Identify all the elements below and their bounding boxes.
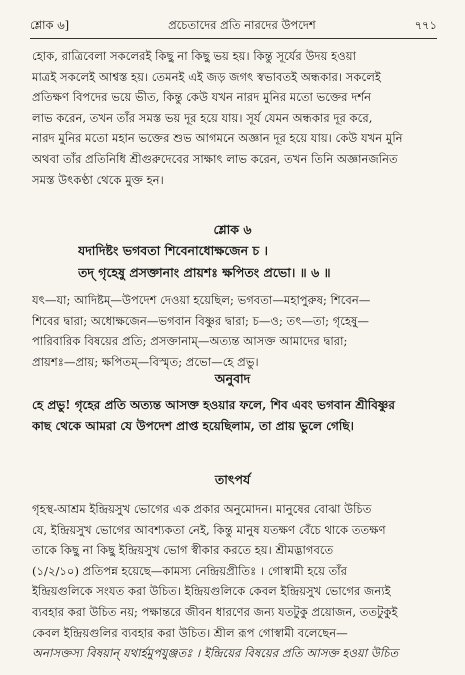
header-verse-ref: শ্লোক ৬]: [30, 18, 70, 32]
running-header: [30, 17, 437, 35]
sanskrit-verse: [78, 240, 429, 284]
translation: [32, 395, 437, 437]
purport-line: তাকে কিছু না কিছু ইন্দ্রিয়সুখ ভোগ স্বীকার করতে হয়। শ্রীমদ্ভাগবতে: [32, 543, 334, 558]
purport-line: ব্যবহার করা উচিত নয়; পক্ষান্তরে জীবন ধারণের জন্য যতটুকু প্রয়োজন, ততটুকুই: [32, 604, 398, 619]
synonyms-line: পারিবারিক বিষয়ের প্রতি; প্রসক্তানাম্—অত্যন্ত আসক্ত আমাদের দ্বারা;: [32, 334, 348, 349]
synonyms-line: শিবের দ্বারা; অধোক্ষজেন—ভগবান বিষ্ণুর দ্বারা; চ—ও; তৎ—তা; গৃহেষু—: [32, 313, 370, 328]
synonyms-line: প্রায়শঃ—প্রায়; ক্ষপিতম্—বিস্মৃত; প্রভো—হে প্রভু।: [32, 354, 259, 369]
purport-line: গৃহস্থ-আশ্রম ইন্দ্রিয়সুখ ভোগের এক প্রকার অনুমোদন। মানুষের বোঝা উচিত: [32, 502, 372, 516]
purport-line: (১/২/১০) প্রতিপন্ন হয়েছে—কামস্য নেন্দ্রিয়প্রীতিঃ । গোস্বামী হয়ে তাঁর: [32, 563, 348, 578]
purport: [32, 499, 437, 664]
paragraph-line: মাত্রই সকলেই আশ্বস্ত হয়। তেমনই এই জড় জগৎ স্বভাবতই অন্ধকার। সকলেই: [32, 69, 381, 84]
verse-line-2: তদ্ গৃহেষু প্রসক্তানাং প্রায়শঃ ক্ষপিতং প্রভো। ॥ ৬ ॥: [78, 265, 331, 280]
header-chapter-title: প্রচেতাদের প্রতি নারদের উপদেশ: [168, 18, 316, 32]
verse-line-1: যদাদিষ্টং ভগবতা শিবেনাধোক্ষজেন চ ।: [78, 243, 268, 258]
verse-heading: শ্লোক ৬: [213, 222, 252, 237]
purport-line: অনাসক্তস্য বিষয়ান্ যথার্হমুপযুঞ্জতঃ । ইন্দ্রিয়ের বিষয়ের প্রতি আসক্ত হওয়া উচিত: [32, 646, 399, 661]
paragraph-line: লাভ করেন, তখন তাঁর সমস্ত ভয় দূর হয়ে যায়। সূর্য যেমন অন্ধকার দূর করে,: [32, 110, 373, 125]
paragraph-line: সমস্ত উৎকণ্ঠা থেকে মুক্ত হন।: [32, 172, 164, 187]
paragraph-line: হোক, রাত্রিবেলা সকলেরই কিছু না কিছু ভয় হয়। কিন্তু সূর্যের উদয় হওয়া: [32, 49, 356, 63]
translation-line: হে প্রভু! গৃহের প্রতি অত্যন্ত আসক্ত হওয়ার ফলে, শিব এবং ভগবান শ্রীবিষ্ণুর: [32, 398, 395, 412]
purport-line: যে, ইন্দ্রিয়সুখ ভোগের আবশ্যকতা নেই, কিন্তু মানুষ যতক্ষণ বেঁচে থাকে ততক্ষণ: [32, 522, 386, 537]
synonyms: [32, 290, 437, 372]
paragraph-line: নারদ মুনির মতো মহান ভক্তের শুভ আগমনে অজ্ঞান দূর হয়ে যায়। কেউ যখন মুনি: [32, 131, 403, 146]
page-number: ৭৭১: [414, 18, 437, 32]
intro-paragraph: [32, 46, 437, 190]
purport-heading: তাৎপর্য: [214, 472, 251, 487]
paragraph-line: অথবা তাঁর প্রতিনিধি শ্রীগুরুদেবের সাক্ষাৎ লাভ করেন, তখন তিনি অজ্ঞানজনিত: [32, 151, 398, 166]
purport-line: ইন্দ্রিয়গুলিকে সংযত করা উচিত। ইন্দ্রিয়গুলিকে কেবল ইন্দ্রিয়সুখ ভোগের জন্যই: [32, 584, 391, 599]
header-rule: [30, 38, 437, 39]
translation-line: কাছ থেকে আমরা যে উপদেশ প্রাপ্ত হয়েছিলাম, তা প্রায় ভুলে গেছি।: [32, 419, 354, 433]
synonyms-line: যৎ—যা; আদিষ্টম্—উপদেশ দেওয়া হয়েছিল; ভগবতা—মহাপুরুষ; শিবেন—: [32, 293, 371, 307]
paragraph-line: প্রতিক্ষণ বিপদের ভয়ে ভীত, কিন্তু কেউ যখন নারদ মুনির মতো ভক্তের দর্শন: [32, 90, 372, 105]
translation-heading: অনুবাদ: [214, 371, 251, 386]
purport-line: কেবল ইন্দ্রিয়গুলির ব্যবহার করা উচিত। শ্রীল রূপ গোস্বামী বলেছেন—: [32, 625, 348, 640]
